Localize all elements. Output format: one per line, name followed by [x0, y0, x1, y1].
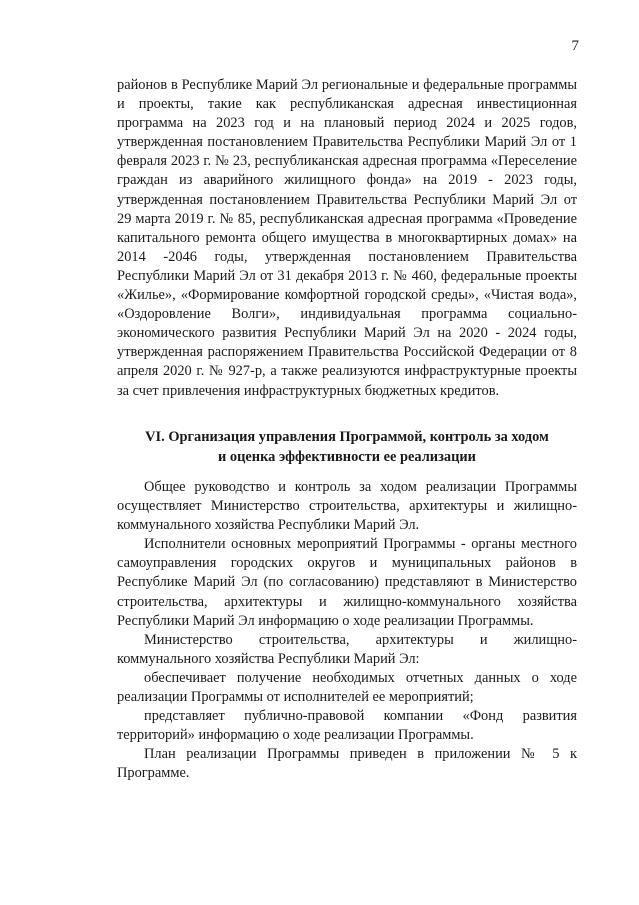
paragraph-ensures-reporting: обеспечивает получение необходимых отчетных данных о ходе реализации Программы от исполнителей ее мероприятий; [117, 669, 577, 706]
section-heading-line-1: VI. Организация управления Программой, контроль за ходом [145, 429, 549, 445]
paragraph-general-management: Общее руководство и контроль за ходом реализации Программы осуществляет Министерство строительства, архитектуры и жилищно-коммунального хозяйства Республики Марий Эл. [117, 479, 577, 534]
paragraph-implementation-plan: План реализации Программы приведен в приложении № 5 к Программе. [117, 746, 577, 782]
paragraph-submits-information: представляет публично-правовой компании «Фонд развития территорий» информацию о ходе реализации Программы. [117, 708, 577, 744]
section-body [117, 478, 577, 784]
intro-paragraph: районов в Республике Марий Эл региональные и федеральные программы и проекты, такие как республиканская адресная инвестиционная программа на 2023 год и на плановый период 2024 и 2025 годов, утвержденная постановлением Правительства Республики Марий Эл от 1 февраля 2023 г. № 23, республиканская адресная программа «Переселение граждан из аварийного жилищного фонда» на 2019 - 2023 годы, утвержденная постановлением Правительства Республики Марий Эл от 29 марта 2019 г. № 85, республиканская адресная программа «Проведение капитального ремонта общего имущества в многоквартирных домах» на 2014 -2046 годы, утвержденная постановлением Правительства Республики Марий Эл от 31 декабря 2013 г. № 460, федеральные проекты «Жилье», «Формирование комфортной городской среды», «Чистая вода», «Оздоровление Волги», индивидуальная программа социально-экономического развития Республики Марий Эл на 2020 - 2024 годы, утвержденная распоряжением Правительства Российской Федерации от 8 апреля 2020 г. № 927-р, а также реализуются инфраструктурные проекты за счет привлечения инфраструктурных бюджетных кредитов. [117, 77, 577, 399]
section-heading [117, 428, 577, 467]
section-heading-line-2: и оценка эффективности ее реализации [218, 448, 476, 465]
paragraph-ministry: Министерство строительства, архитектуры и жилищно-коммунального хозяйства Республики Марий Эл: [117, 631, 577, 667]
paragraph-executors: Исполнители основных мероприятий Программы - органы местного самоуправления городских округов и муниципальных районов в Республике Марий Эл (по согласованию) представляют в Министерство строительства, архитектуры и жилищно-коммунального хозяйства Республики Марий Эл информацию о ходе реализации Программы. [117, 536, 577, 629]
page-number: 7 [571, 38, 579, 54]
intro-text-block [117, 76, 577, 401]
